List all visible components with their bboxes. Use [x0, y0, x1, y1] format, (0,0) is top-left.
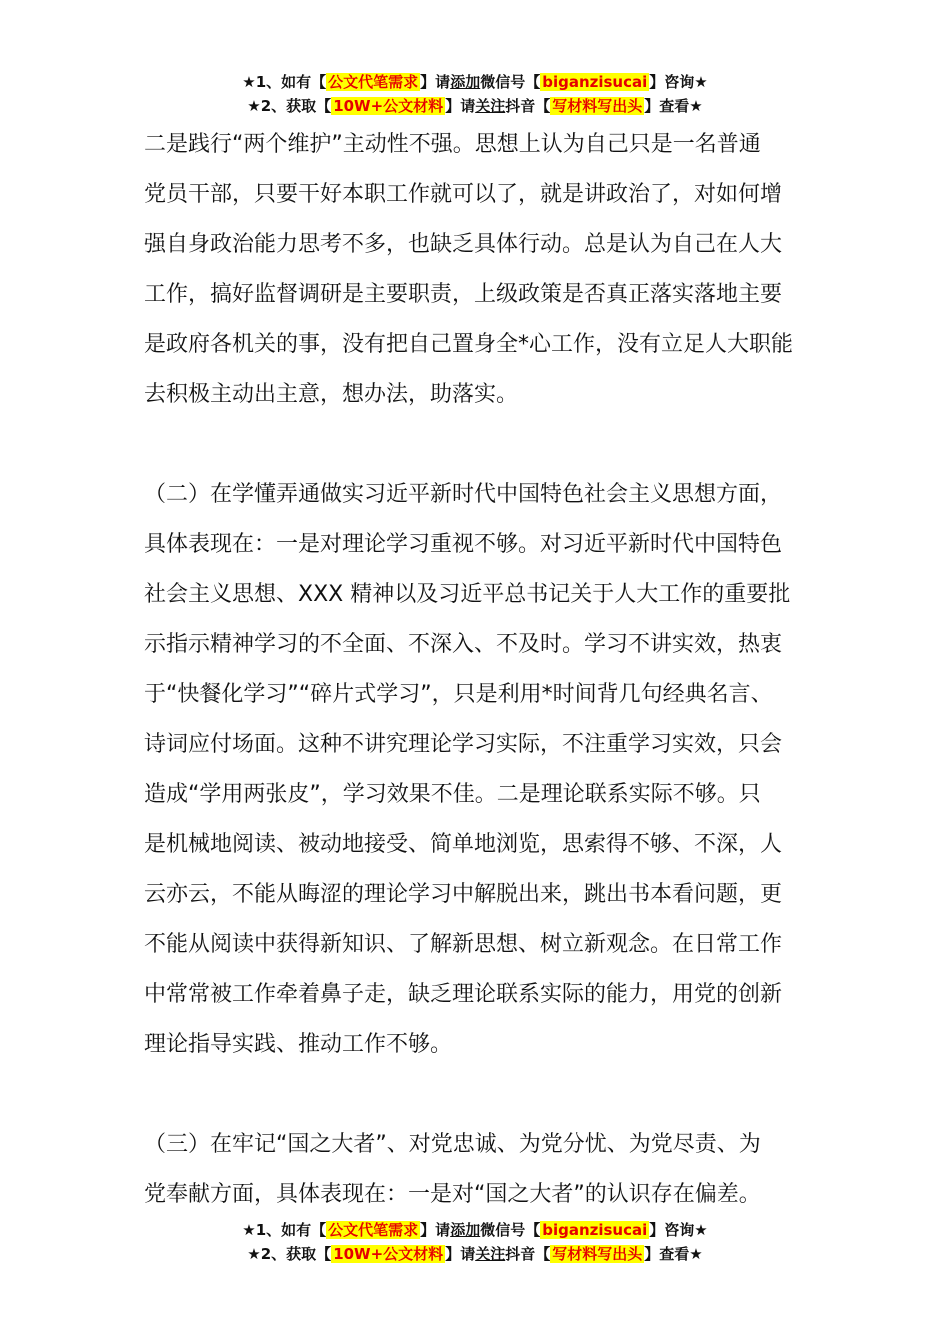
banner-text: 】查看★: [644, 97, 703, 115]
banner-highlight: 10W+公文材料: [333, 97, 444, 115]
banner-line-2: [0, 94, 950, 118]
text-line: 是机械地阅读、被动地接受、简单地浏览，思索得不够、不深，人: [144, 832, 783, 857]
banner-highlight: 公文代笔需求: [328, 73, 419, 91]
banner-text: ★2、获取【: [247, 1245, 332, 1263]
text-line: 诗词应付场面。这种不讲究理论学习实际，不注重学习实效，只会: [144, 732, 783, 757]
banner-text: 抖音【: [505, 97, 551, 115]
text-line: 具体表现在：一是对理论学习重视不够。对习近平新时代中国特色: [144, 532, 783, 557]
banner-text: 】咨询★: [649, 73, 708, 91]
text-line: （三）在牢记“国之大者”、对党忠诚、为党分忧、为党尽责、为: [144, 1132, 761, 1157]
banner-text: 微信号【: [480, 1221, 541, 1239]
banner-text: 】请: [420, 73, 451, 91]
banner-text: ★1、如有【: [242, 73, 327, 91]
text-line: 社会主义思想、XXX 精神以及习近平总书记关于人大工作的重要批: [144, 582, 791, 607]
text-line: （二）在学懂弄通做实习近平新时代中国特色社会主义思想方面，: [144, 482, 783, 507]
top-banner: [0, 70, 950, 118]
text-line: 于“快餐化学习”“碎片式学习”，只是利用*时间背几句经典名言、: [144, 682, 773, 707]
text-line: 云亦云，不能从晦涩的理论学习中解脱出来，跳出书本看问题，更: [144, 882, 783, 907]
banner-wechat-id: biganzisucai: [542, 1221, 648, 1239]
banner-text: 】请: [445, 1245, 476, 1263]
banner-line-1: [0, 70, 950, 94]
paragraph-3: [144, 1120, 816, 1220]
banner-douyin-account: 写材料写出头: [552, 1245, 643, 1263]
banner-text: 】查看★: [644, 1245, 703, 1263]
banner-text: 抖音【: [505, 1245, 551, 1263]
text-line: 去积极主动出主意，想办法，助落实。: [144, 382, 519, 407]
text-line: 中常常被工作牵着鼻子走，缺乏理论联系实际的能力，用党的创新: [144, 982, 783, 1007]
text-line: 示指示精神学习的不全面、不深入、不及时。学习不讲实效，热衷: [144, 632, 783, 657]
banner-text: ★1、如有【: [242, 1221, 327, 1239]
text-line: 强自身政治能力思考不多，也缺乏具体行动。总是认为自己在人大: [144, 232, 783, 257]
banner-highlight: 公文代笔需求: [328, 1221, 419, 1239]
paragraph-2: [144, 470, 816, 1070]
banner-line-1: [0, 1218, 950, 1242]
text-line: 党奉献方面，具体表现在：一是对“国之大者”的认识存在偏差。: [144, 1182, 761, 1207]
banner-text: 】咨询★: [649, 1221, 708, 1239]
banner-underlined-text: 关注: [475, 1245, 506, 1263]
text-line: 工作，搞好监督调研是主要职责，上级政策是否真正落实落地主要: [144, 282, 783, 307]
text-line: 不能从阅读中获得新知识、了解新思想、树立新观念。在日常工作: [144, 932, 783, 957]
document-body: [144, 120, 816, 1220]
paragraph-gap: [144, 420, 816, 470]
text-line: 造成“学用两张皮”，学习效果不佳。二是理论联系实际不够。只: [144, 782, 761, 807]
banner-wechat-id: biganzisucai: [542, 73, 648, 91]
paragraph-gap: [144, 1070, 816, 1120]
banner-douyin-account: 写材料写出头: [552, 97, 643, 115]
banner-underlined-text: 添加: [450, 1221, 481, 1239]
banner-text: 】请: [445, 97, 476, 115]
bottom-banner: [0, 1218, 950, 1266]
text-line: 理论指导实践、推动工作不够。: [144, 1032, 453, 1057]
banner-highlight: 10W+公文材料: [333, 1245, 444, 1263]
paragraph-1: [144, 120, 816, 420]
text-line: 党员干部，只要干好本职工作就可以了，就是讲政治了，对如何增: [144, 182, 783, 207]
text-line: 是政府各机关的事，没有把自己置身全*心工作，没有立足人大职能: [144, 332, 794, 357]
text-line: 二是践行“两个维护”主动性不强。思想上认为自己只是一名普通: [144, 132, 761, 157]
banner-line-2: [0, 1242, 950, 1266]
banner-text: 微信号【: [480, 73, 541, 91]
banner-underlined-text: 关注: [475, 97, 506, 115]
banner-underlined-text: 添加: [450, 73, 481, 91]
banner-text: 】请: [420, 1221, 451, 1239]
banner-text: ★2、获取【: [247, 97, 332, 115]
